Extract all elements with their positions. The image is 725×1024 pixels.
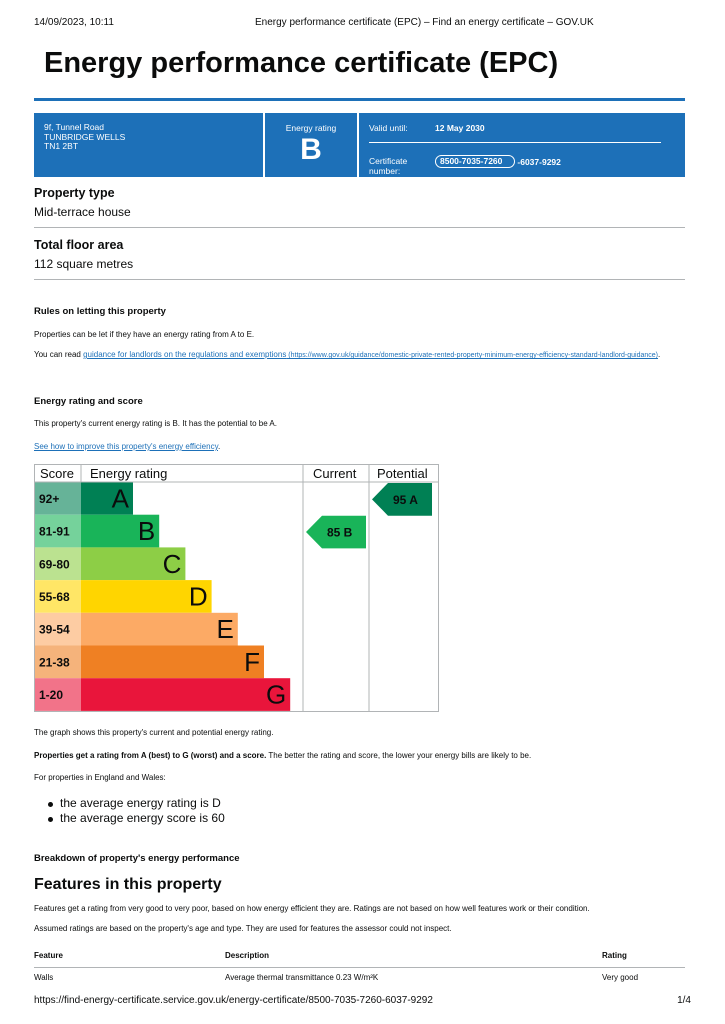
divider — [34, 227, 685, 228]
rating-letter-c: C — [162, 548, 182, 579]
floor-area-value: 112 square metres — [34, 257, 134, 271]
certificate-summary — [34, 113, 685, 177]
print-date: 14/09/2023, 10:11 — [34, 17, 114, 28]
score-label-d: 55-68 — [39, 589, 70, 604]
england-wales-text: For properties in England and Wales: — [34, 773, 166, 782]
rating-letter-d: D — [188, 581, 208, 612]
property-address — [34, 113, 265, 177]
table-header — [34, 946, 685, 968]
energy-rating-letter: B — [300, 133, 322, 166]
score-label-a: 92+ — [39, 491, 60, 506]
certificate-number-part-1: 8500-7035-7260 — [435, 155, 515, 168]
improve-efficiency-link[interactable]: See how to improve this property's energy efficiency — [34, 442, 218, 451]
rating-letter-e: E — [216, 614, 234, 645]
rating-letter-b: B — [137, 516, 156, 547]
averages-list — [48, 796, 225, 826]
rating-bar-f — [81, 646, 264, 679]
rating-bar-e — [81, 613, 238, 646]
certificate-details — [359, 113, 685, 177]
energy-rating-box — [265, 113, 359, 177]
header-current: Current — [313, 466, 357, 481]
rating-letter-a: A — [111, 483, 129, 514]
letting-guidance-prefix: You can read — [34, 350, 84, 359]
property-type-label: Property type — [34, 186, 115, 200]
header-score: Score — [40, 466, 74, 481]
graph-explanation: The graph shows this property's current and potential energy rating. — [34, 728, 274, 737]
letting-guidance — [34, 350, 685, 361]
score-label-b: 81-91 — [39, 524, 70, 539]
score-label-e: 39-54 — [39, 622, 70, 637]
features-table — [34, 946, 685, 990]
cell-rating: Very good — [602, 973, 639, 982]
improve-efficiency-suffix: . — [218, 442, 221, 451]
cell-feature: Walls — [34, 973, 54, 982]
column-description: Description — [225, 951, 270, 960]
property-type-value: Mid-terrace house — [34, 205, 131, 219]
improve-efficiency-paragraph — [34, 442, 685, 452]
column-feature: Feature — [34, 951, 63, 960]
column-rating: Rating — [602, 951, 627, 960]
certificate-number-label: Certificate number: — [369, 156, 408, 176]
potential-rating-label: 95 A — [393, 492, 418, 507]
breakdown-heading: Breakdown of property's energy performance — [34, 853, 240, 864]
landlord-guidance-link[interactable]: guidance for landlords on the regulations and exemptions — [83, 350, 287, 359]
print-title: Energy performance certificate (EPC) – Find an energy certificate – GOV.UK — [255, 17, 594, 28]
valid-until-value: 12 May 2030 — [435, 123, 485, 133]
rating-scale-rest: The better the rating and score, the lower your energy bills are likely to be. — [266, 751, 532, 760]
list-item: the average energy score is 60 — [48, 811, 225, 826]
certificate-number-part-2: -6037-9292 — [517, 156, 561, 167]
letting-heading: Rules on letting this property — [34, 306, 166, 317]
rating-letter-g: G — [265, 679, 287, 710]
features-heading: Features in this property — [34, 876, 222, 893]
current-rating-label: 85 B — [327, 525, 353, 540]
energy-rating-chart — [34, 464, 439, 712]
score-label-f: 21-38 — [39, 655, 70, 670]
valid-until-label: Valid until: — [369, 123, 408, 133]
list-item: the average energy rating is D — [48, 796, 225, 811]
address-line-2: TUNBRIDGE WELLS — [44, 131, 126, 142]
title-divider — [34, 98, 685, 101]
landlord-guidance-url[interactable]: (https://www.gov.uk/guidance/domestic-private-rented-property-minimum-energy-efficiency-standard-landlord-guidance) — [286, 352, 659, 359]
header-potential: Potential — [377, 466, 428, 481]
features-intro: Features get a rating from very good to very poor, based on how energy efficient they are. Ratings are not based on how well features work or their condition. — [34, 904, 590, 913]
floor-area-label: Total floor area — [34, 238, 124, 252]
header-energy-rating: Energy rating — [90, 466, 168, 481]
property-type-section — [34, 186, 685, 219]
address-line-3: TN1 2BT — [44, 141, 79, 151]
features-assumed-note: Assumed ratings are based on the property's age and type. They are used for features the assessor could not inspect. — [34, 924, 452, 933]
rating-bar-g — [81, 678, 290, 711]
rating-letter-f: F — [244, 646, 260, 677]
rating-section-heading: Energy rating and score — [34, 396, 143, 407]
letting-text: Properties can be let if they have an energy rating from A to E. — [34, 330, 255, 339]
address-line-1: 9f, Tunnel Road — [44, 122, 105, 132]
page-title: Energy performance certificate (EPC) — [44, 47, 559, 79]
divider — [34, 279, 685, 280]
table-row — [34, 968, 685, 990]
energy-rating-label: Energy rating — [285, 123, 337, 133]
rating-scale-explanation — [34, 751, 685, 761]
floor-area-section — [34, 238, 685, 271]
certificate-number — [435, 155, 561, 168]
letting-guidance-suffix: . — [658, 350, 661, 359]
footer-url: https://find-energy-certificate.service.gov.uk/energy-certificate/8500-7035-7260-6037-9292 — [34, 995, 433, 1006]
rating-scale-bold: Properties get a rating from A (best) to G (worst) and a score. — [34, 751, 267, 760]
rating-section-text: This property's current energy rating is B. It has the potential to be A. — [34, 419, 277, 428]
page-number: 1/4 — [677, 995, 691, 1006]
score-label-g: 1-20 — [39, 688, 64, 703]
cell-description: Average thermal transmittance 0.23 W/m²K — [225, 973, 379, 982]
score-label-c: 69-80 — [39, 557, 70, 572]
